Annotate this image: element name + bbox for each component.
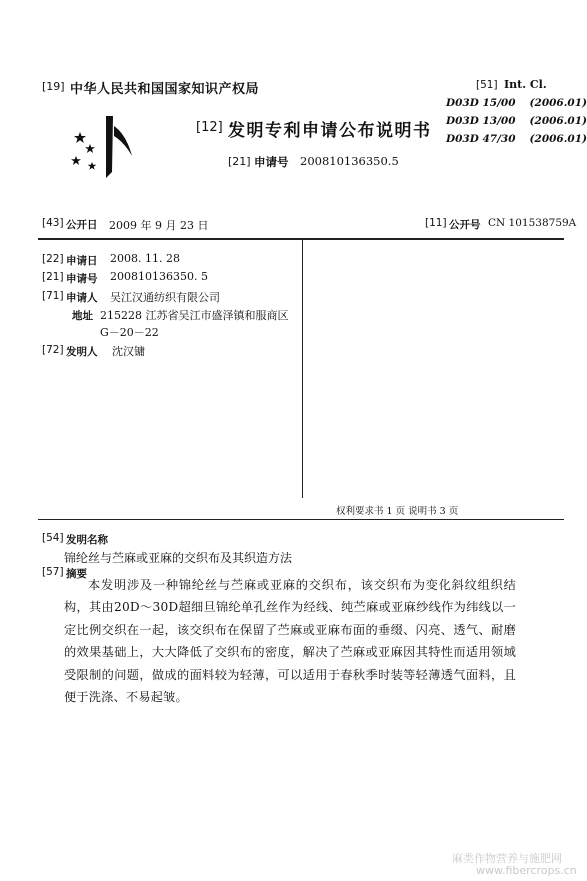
applicant-code: [71]: [42, 290, 64, 302]
applicant-label: 申请人: [66, 292, 98, 304]
address-label: 地址: [72, 310, 93, 322]
pub-date-code: [43]: [42, 217, 64, 229]
pub-date-value: 2009 年 9 月 23 日: [109, 219, 209, 232]
watermark-line-2: www.fibercrops.cn: [476, 864, 577, 877]
watermark-line-1: 麻类作物营养与施肥网: [452, 852, 562, 865]
pub-no-value: CN 101538759A: [488, 217, 577, 229]
applicant-name: 吴江汉通纺织有限公司: [110, 291, 220, 304]
filing-label: 申请日: [66, 255, 98, 267]
office-code: [19]: [42, 80, 65, 93]
invention-name-label: 发明名称: [66, 534, 108, 546]
doc-code: [12]: [196, 120, 223, 135]
invention-name: 锦纶丝与苎麻或亚麻的交织布及其织造方法: [64, 551, 293, 565]
pages-summary: 权利要求书 1 页 说明书 3 页: [336, 506, 459, 517]
inventor-name: 沈汉镛: [112, 345, 145, 358]
app-code: [21]: [42, 271, 64, 283]
filing-code: [22]: [42, 253, 64, 265]
pub-no-code: [11]: [425, 217, 447, 229]
inventor-label: 发明人: [66, 346, 98, 358]
address-line-1: 215228 江苏省吴江市盛泽镇和服商区: [100, 309, 289, 322]
pub-date-label: 公开日: [66, 219, 98, 231]
filing-date: 2008. 11. 28: [110, 252, 180, 265]
office-name: 中华人民共和国国家知识产权局: [70, 82, 260, 97]
ipc-class-1: D03D 15/00 (2006.01): [446, 97, 587, 109]
doc-title: 发明专利申请公布说明书: [228, 121, 432, 141]
ipc-class-2: D03D 13/00 (2006.01): [446, 115, 587, 127]
abstract-label: 摘要: [66, 568, 87, 580]
section-rule: [38, 519, 564, 520]
app-no-code: [21]: [228, 155, 251, 168]
app-no-value: 200810136350.5: [300, 154, 399, 168]
ipc-label: Int. Cl.: [504, 78, 547, 91]
ipc-class-3: D03D 47/30 (2006.01): [446, 133, 587, 145]
pub-no-label: 公开号: [449, 219, 481, 231]
column-divider: [302, 240, 303, 498]
app-label: 申请号: [66, 273, 98, 285]
ipc-code: [51]: [476, 79, 498, 91]
address-line-2: G－20－22: [100, 326, 159, 339]
abstract-text: 本发明涉及一种锦纶丝与苎麻或亚麻的交织布，该交织布为变化斜纹组织结构，其由20D～30D超细旦锦纶单孔丝作为经线、纯苎麻或亚麻纱线作为纬线以一定比例交织在一起，该交织布在保留了苎麻或亚麻布面的垂缀、闪亮、透气、耐磨的效果基础上，大大降低了交织布的密度，解决了苎麻或亚麻因其特性而适用领域受限制的问题，做成的面料较为轻薄，可以适用于春秋季时装等轻薄透气面料，且便于洗涤、不易起皱。: [64, 578, 516, 705]
app-no-label: 申请号: [254, 155, 289, 169]
invention-name-code: [54]: [42, 532, 64, 544]
top-rule: [38, 238, 564, 240]
inventor-code: [72]: [42, 344, 64, 356]
abstract-code: [57]: [42, 566, 64, 578]
patent-office-emblem: [66, 112, 136, 184]
app-number: 200810136350. 5: [110, 270, 208, 283]
